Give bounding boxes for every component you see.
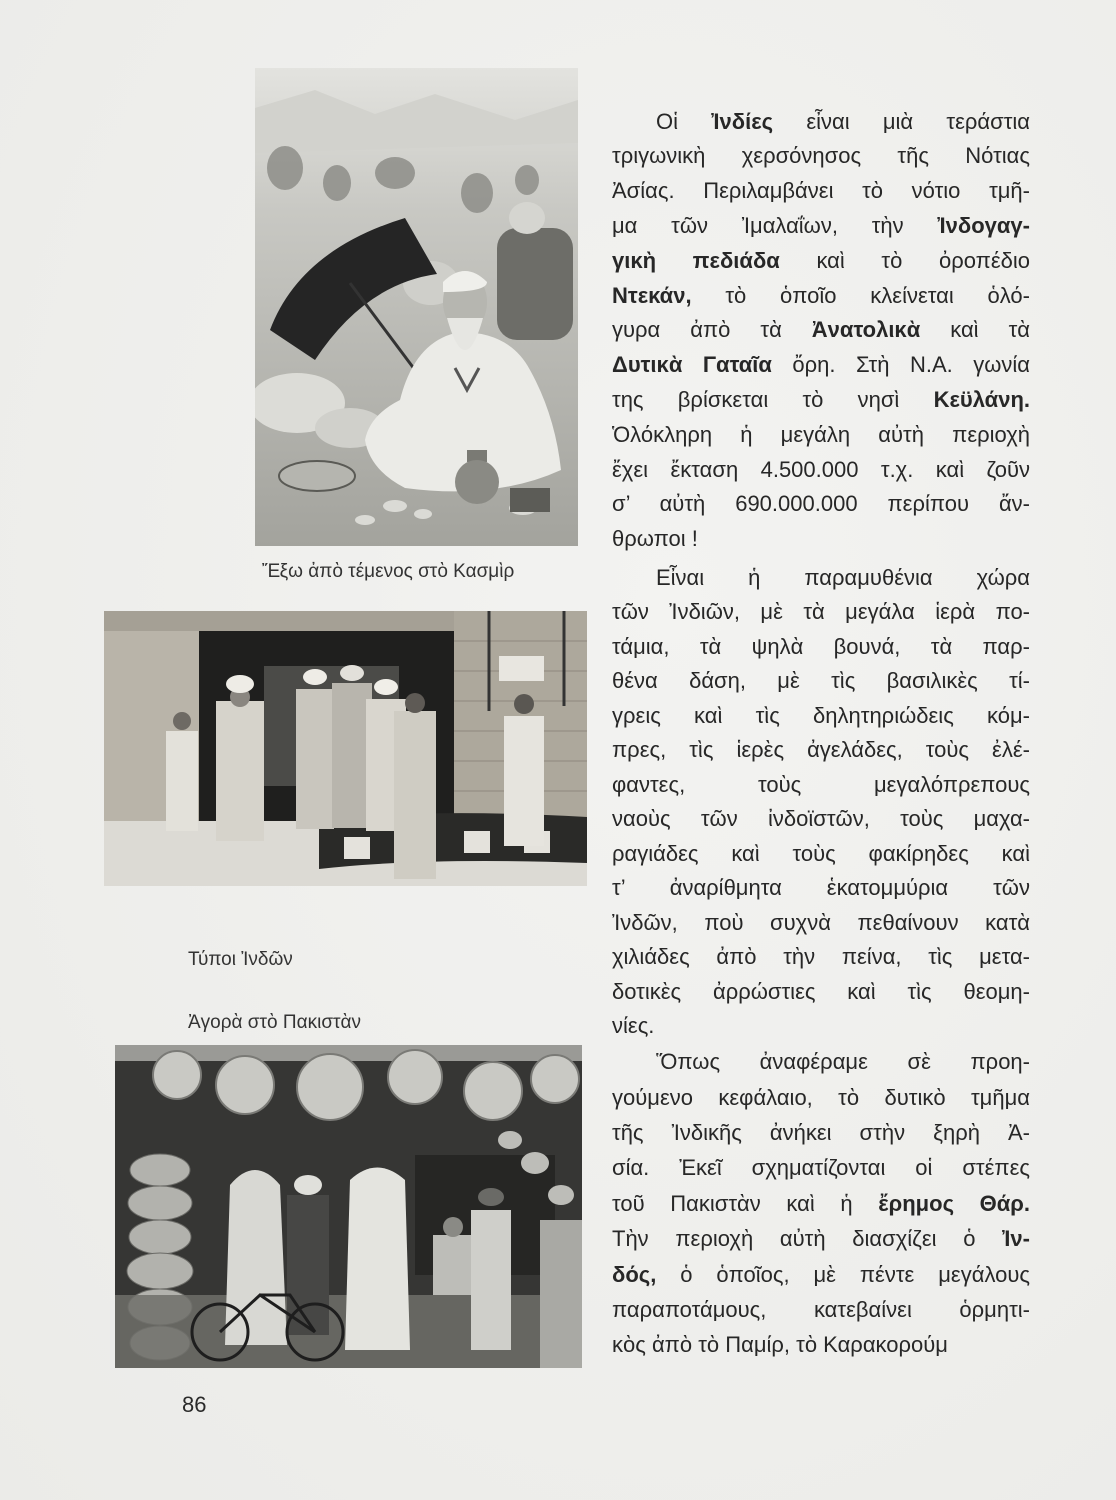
caption-kashmir-temple: Ἔξω ἀπὸ τέμενος στὸ Κασμὶρ: [262, 561, 515, 582]
caption-pakistan-market: Ἀγορὰ στὸ Πακιστὰν: [188, 1012, 362, 1033]
text-run: κὸς ἀπὸ τὸ Παμίρ, τὸ Καρακορούμ: [612, 1332, 948, 1358]
text-line: [612, 940, 1030, 975]
text-line: [612, 1292, 1030, 1327]
text-line: [612, 453, 1030, 488]
photo-indian-people: [104, 611, 587, 886]
text-line: [612, 1327, 1030, 1362]
text-line: [612, 313, 1030, 348]
caption-indian-people: Τύποι Ἰνδῶν: [188, 949, 293, 970]
text-run: Ἀσίας. Περιλαμβάνει τὸ νότιο τμῆ-: [612, 178, 1030, 204]
text-run: νίες.: [612, 1013, 655, 1039]
text-run: εἶναι μιὰ τεράστια: [773, 108, 1030, 134]
text-run: τριγωνικὴ χερσόνησος τῆς Νότιας: [612, 143, 1030, 169]
bold-term: ἔρημος Θάρ.: [878, 1190, 1030, 1216]
photo-indian-people-scene: [104, 611, 587, 886]
text-run: μα τῶν Ἰμαλαΐων, τὴν: [612, 212, 938, 238]
text-line: [612, 209, 1030, 244]
bold-term: γικὴ πεδιάδα: [612, 247, 780, 273]
photo-kashmir-temple-scene: [255, 68, 578, 546]
page-number: 86: [182, 1392, 207, 1417]
text-line: [612, 802, 1030, 837]
text-run: Ὅπως ἀναφέραμε σὲ προη-: [656, 1049, 1030, 1075]
text-run: τὸ ὁποῖο κλείνεται ὁλό-: [691, 282, 1030, 308]
text-run: Οἱ: [656, 108, 712, 134]
text-line: [612, 699, 1030, 734]
text-line: [612, 975, 1030, 1010]
text-run: τῶν Ἰνδιῶν, μὲ τὰ μεγάλα ἱερὰ πο-: [612, 599, 1030, 625]
bold-term: Δυτικὰ Γαταῖα: [612, 352, 772, 378]
text-line: [612, 1115, 1030, 1150]
text-run: γρεις καὶ τὶς δηλητηριώδεις κόμ-: [612, 702, 1030, 728]
text-line: [612, 522, 1030, 557]
text-line: [612, 279, 1030, 314]
text-line: [612, 418, 1030, 453]
text-run: ἔχει ἔκταση 4.500.000 τ.χ. καὶ ζοῦν: [612, 456, 1030, 482]
text-run: Εἶναι ἡ παραμυθένια χώρα: [656, 564, 1030, 590]
text-line: [612, 244, 1030, 279]
text-run: ὁ ὁποῖος, μὲ πέντε μεγάλους: [656, 1261, 1030, 1287]
text-run: ραγιάδες καὶ τοὺς φακίρηδες καὶ: [612, 840, 1030, 866]
text-line: [612, 1009, 1030, 1044]
bold-term: Κεϋλάνη.: [933, 386, 1030, 412]
bold-term: Ἀνατολικὰ: [811, 317, 921, 343]
text-line: [612, 1150, 1030, 1185]
text-run: σ’ αὐτὴ 690.000.000 περίπου ἄν-: [612, 491, 1030, 517]
text-line: [612, 139, 1030, 174]
text-run: πρες, τὶς ἱερὲς ἀγελάδες, τοὺς ἐλέ-: [612, 737, 1030, 763]
text-run: ὄρη. Στὴ Ν.Α. γωνία: [771, 352, 1030, 378]
text-run: θένα δάση, μὲ τὶς βασιλικὲς τί-: [612, 668, 1030, 694]
text-line: [612, 1257, 1030, 1292]
text-run: Ἰνδῶν, ποὺ συχνὰ πεθαίνουν κατὰ: [612, 909, 1030, 935]
text-run: της βρίσκεται τὸ νησὶ: [612, 386, 934, 412]
text-line: [612, 348, 1030, 383]
photo-kashmir-temple: [255, 68, 578, 546]
text-run: τοῦ Πακιστὰν καὶ ἡ: [612, 1190, 879, 1216]
text-line: [612, 768, 1030, 803]
text-line: [612, 1221, 1030, 1256]
bold-term: Ἰνδογαγ-: [937, 212, 1030, 238]
text-line: [612, 105, 1030, 140]
text-line: [612, 1080, 1030, 1115]
text-line: [612, 1186, 1030, 1221]
bold-term: Ἰν-: [1002, 1226, 1030, 1252]
text-line: [612, 487, 1030, 522]
text-line: [612, 871, 1030, 906]
text-line: [612, 383, 1030, 418]
text-line: [612, 595, 1030, 630]
text-run: θρωποι !: [612, 526, 698, 552]
text-run: φαντες, τοὺς μεγαλόπρεπους: [612, 771, 1030, 797]
text-run: ναοὺς τῶν ἰνδοϊστῶν, τοὺς μαχα-: [612, 806, 1030, 832]
text-line: [612, 561, 1030, 596]
paragraph: [612, 105, 1030, 557]
text-line: [612, 906, 1030, 941]
text-line: [612, 837, 1030, 872]
text-run: καὶ τὰ: [920, 317, 1030, 343]
text-line: [612, 733, 1030, 768]
text-run: χιλιάδες ἀπὸ τὴν πείνα, τὶς μετα-: [612, 944, 1030, 970]
article-text: [612, 0, 1030, 1400]
bold-term: δός,: [612, 1261, 657, 1287]
text-run: τῆς Ἰνδικῆς ἀνήκει στὴν ξηρὴ Ἀ-: [612, 1120, 1030, 1146]
photo-pakistan-market: [115, 1045, 582, 1368]
text-run: τ’ ἀναρίθμητα ἑκατομμύρια τῶν: [612, 875, 1030, 901]
bold-term: Ντεκάν,: [612, 282, 692, 308]
text-line: [612, 1044, 1030, 1079]
text-run: Ὁλόκληρη ἡ μεγάλη αὐτὴ περιοχὴ: [612, 421, 1030, 447]
paragraph: [612, 561, 1030, 1044]
text-line: [612, 630, 1030, 665]
text-run: τάμια, τὰ ψηλὰ βουνά, τὰ παρ-: [612, 633, 1030, 659]
photo-pakistan-market-scene: [115, 1045, 582, 1368]
text-run: γυρα ἀπὸ τὰ: [612, 317, 812, 343]
text-run: δοτικὲς ἀρρώστιες καὶ τὶς θεομη-: [612, 978, 1030, 1004]
text-run: παραποτάμους, κατεβαίνει ὁρμητι-: [612, 1297, 1030, 1323]
bold-term: Ἰνδίες: [711, 108, 774, 134]
text-line: [612, 664, 1030, 699]
text-run: καὶ τὸ ὀροπέδιο: [779, 247, 1030, 273]
text-line: [612, 174, 1030, 209]
text-run: Τὴν περιοχὴ αὐτὴ διασχίζει ὁ: [612, 1226, 1003, 1252]
paragraph: [612, 1044, 1030, 1363]
text-run: σία. Ἐκεῖ σχηματίζονται οἱ στέπες: [612, 1155, 1030, 1181]
text-run: γούμενο κεφάλαιο, τὸ δυτικὸ τμῆμα: [612, 1084, 1030, 1110]
